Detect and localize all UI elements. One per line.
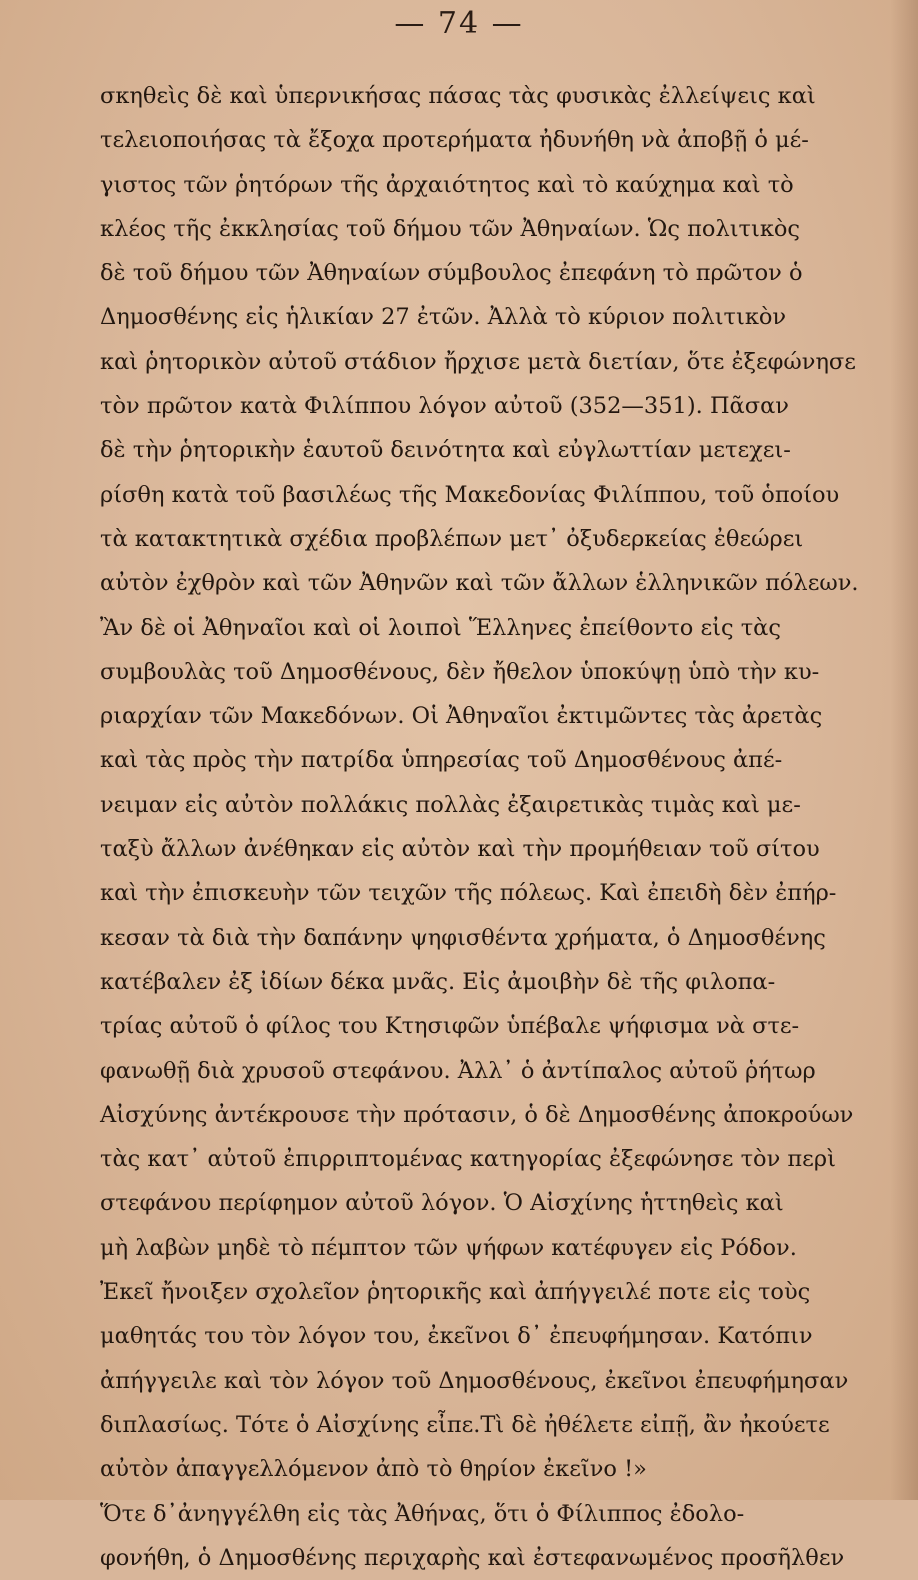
page-number: — 74 — [394, 6, 524, 41]
page-edge-shadow [890, 0, 918, 1500]
text-line: δὲ τὴν ῥητορικὴν ἑαυτοῦ δεινότητα καὶ εὐγλωττίαν μετεχει- [100, 437, 791, 464]
text-line: συμβουλὰς τοῦ Δημοσθένους, δὲν ἤθελον ὑποκύψῃ ὑπὸ τὴν κυ- [100, 658, 820, 685]
text-line: κατέβαλεν ἐξ ἰδίων δέκα μνᾶς. Εἰς ἀμοιβὴν δὲ τῆς φιλοπα- [100, 968, 776, 995]
text-line: μὴ λαβὼν μηδὲ τὸ πέμπτον τῶν ψήφων κατέφυγεν εἰς Ρόδον. [100, 1234, 797, 1261]
text-line: σκηθεὶς δὲ καὶ ὑπερνικήσας πάσας τὰς φυσικὰς ἐλλείψεις καὶ [100, 83, 816, 109]
text-line: Ἂν δὲ οἱ Ἀθηναῖοι καὶ οἱ λοιποὶ Ἕλληνες ἐπείθοντο εἰς τὰς [100, 614, 781, 641]
text-line: ἀπήγγειλε καὶ τὸν λόγον τοῦ Δημοσθένους, ἐκεῖνοι ἐπευφήμησαν [100, 1367, 849, 1394]
text-line: τελειοποιήσας τὰ ἔξοχα προτερήματα ἠδυνήθη νὰ ἀποβῇ ὁ μέ- [100, 127, 809, 154]
text-line: Δημοσθένης εἰς ἡλικίαν 27 ἐτῶν. Ἀλλὰ τὸ κύριον πολιτικὸν [100, 304, 787, 331]
text-line: αὐτὸν ἀπαγγελλόμενον ἀπὸ τὸ θηρίον ἐκεῖνο !» [100, 1456, 647, 1483]
text-line: καὶ τὰς πρὸς τὴν πατρίδα ὑπηρεσίας τοῦ Δημοσθένους ἀπέ- [100, 747, 783, 774]
text-line: τὰς κατ᾽ αὐτοῦ ἐπιρριπτομένας κατηγορίας ἐξεφώνησε τὸν περὶ [100, 1146, 836, 1173]
text-line: αὐτὸν ἐχθρὸν καὶ τῶν Ἀθηνῶν καὶ τῶν ἄλλων ἑλληνικῶν πόλεων. [100, 570, 859, 597]
text-body [100, 74, 890, 1580]
text-line: Αἰσχύνης ἀντέκρουσε τὴν πρότασιν, ὁ δὲ Δημοσθένης ἀποκρούων [100, 1101, 854, 1128]
text-line: ταξὺ ἄλλων ἀνέθηκαν εἰς αὐτὸν καὶ τὴν προμήθειαν τοῦ σίτου [100, 836, 820, 863]
text-line: καὶ τὴν ἐπισκευὴν τῶν τειχῶν τῆς πόλεως. Καὶ ἐπειδὴ δὲν ἐπήρ- [100, 880, 837, 907]
text-line: τρίας αὐτοῦ ὁ φίλος του Κτησιφῶν ὑπέβαλε ψήφισμα νὰ στε- [100, 1013, 800, 1040]
text-line: τὰ κατακτητικὰ σχέδια προβλέπων μετ᾽ ὀξυδερκείας ἐθεώρει [100, 525, 804, 552]
text-line: ριαρχίαν τῶν Μακεδόνων. Οἱ Ἀθηναῖοι ἐκτιμῶντες τὰς ἀρετὰς [100, 703, 823, 730]
text-line: δὲ τοῦ δήμου τῶν Ἀθηναίων σύμβουλος ἐπεφάνη τὸ πρῶτον ὁ [100, 260, 803, 287]
text-line: ρίσθη κατὰ τοῦ βασιλέως τῆς Μακεδονίας Φιλίππου, τοῦ ὁποίου [100, 481, 840, 508]
text-line: Ἐκεῖ ἤνοιξεν σχολεῖον ῥητορικῆς καὶ ἀπήγγειλέ ποτε εἰς τοὺς [100, 1279, 811, 1306]
text-line: Ὅτε δ᾽ἀνηγγέλθη εἰς τὰς Ἀθήνας, ὅτι ὁ Φίλιππος ἐδολο- [100, 1500, 745, 1527]
text-line: μαθητάς του τὸν λόγον του, ἐκεῖνοι δ᾽ ἐπευφήμησαν. Κατόπιν [100, 1323, 813, 1350]
text-line: γιστος τῶν ῥητόρων τῆς ἀρχαιότητος καὶ τὸ καύχημα καὶ τὸ [100, 171, 794, 198]
text-line: τὸν πρῶτον κατὰ Φιλίππου λόγον αὐτοῦ (352—351). Πᾶσαν [100, 393, 789, 420]
text-line: στεφάνου περίφημον αὐτοῦ λόγον. Ὁ Αἰσχίνης ἡττηθεὶς καὶ [100, 1190, 784, 1217]
text-line: νειμαν εἰς αὐτὸν πολλάκις πολλὰς ἐξαιρετικὰς τιμὰς καὶ με- [100, 791, 801, 818]
text-line: διπλασίως. Τότε ὁ Αἰσχίνης εἶπε.Τὶ δὲ ἠθέλετε εἰπῇ, ἂν ἠκούετε [100, 1411, 830, 1438]
text-line: κλέος τῆς ἐκκλησίας τοῦ δήμου τῶν Ἀθηναίων. Ὡς πολιτικὸς [100, 215, 801, 242]
text-line: κεσαν τὰ διὰ τὴν δαπάνην ψηφισθέντα χρήματα, ὁ Δημοσθένης [100, 924, 826, 951]
text-line: καὶ ῥητορικὸν αὐτοῦ στάδιον ἤρχισε μετὰ διετίαν, ὅτε ἐξεφώνησε [100, 348, 856, 375]
text-line: φανωθῇ διὰ χρυσοῦ στεφάνου. Ἀλλ᾽ ὁ ἀντίπαλος αὐτοῦ ῥήτωρ [100, 1057, 816, 1084]
text-line: φονήθη, ὁ Δημοσθένης περιχαρὴς καὶ ἐστεφανωμένος προσῆλθεν [100, 1544, 845, 1571]
